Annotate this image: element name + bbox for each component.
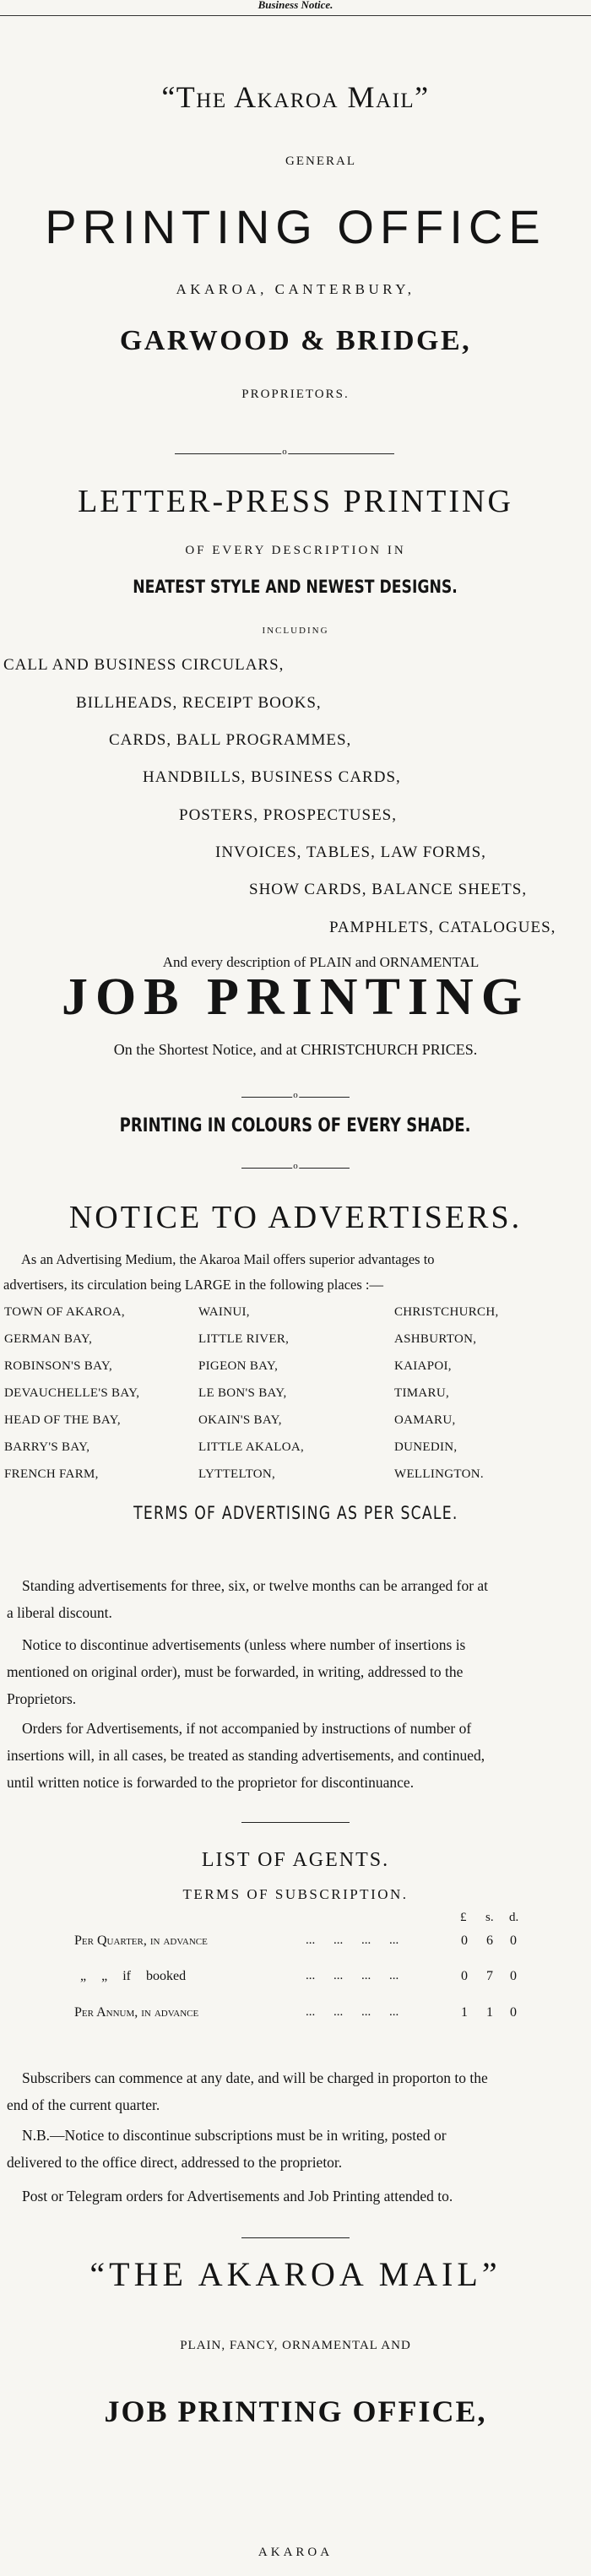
subscription-label: „ „ if booked (80, 1969, 187, 1983)
place: LITTLE AKALOA, (198, 1440, 305, 1454)
agents-para (7, 2064, 584, 2118)
currency-header: £ (460, 1911, 467, 1924)
letterpress-neatest-text: NEATEST STYLE AND NEWEST DESIGNS. (133, 577, 458, 597)
masthead-proprietors: PROPRIETORS. (241, 388, 350, 401)
letterpress-item: CALL AND BUSINESS CIRCULARS, (3, 656, 285, 674)
notice-terms (0, 1503, 591, 1524)
notice-heading: NOTICE TO ADVERTISERS. (68, 1200, 523, 1235)
place: DUNEDIN, (394, 1440, 458, 1454)
para-line: until written notice is forwarded to the proprietor for discontinuance. (7, 1774, 415, 1791)
place: ROBINSON'S BAY, (4, 1359, 113, 1373)
subscription-value: 1 (486, 2005, 493, 2020)
subscription-value: 0 (461, 1933, 468, 1948)
agents-para (7, 2122, 584, 2176)
para-line: delivered to the office direct, addressed to the proprietor. (7, 2154, 343, 2171)
para-line: Subscribers can commence at any date, and will be charged in proporton to the (22, 2069, 488, 2086)
subscription-dots: ... ... ... ... (306, 2005, 399, 2019)
place: ASHBURTON, (394, 1332, 477, 1346)
place: FRENCH FARM, (4, 1467, 99, 1481)
para-line: Proprietors. (7, 1690, 77, 1707)
place: DEVAUCHELLE'S BAY, (4, 1386, 140, 1400)
place: WELLINGTON. (394, 1467, 484, 1481)
para-line: Post or Telegram orders for Advertisements and Job Printing attended to. (22, 2188, 453, 2205)
divider-ornament: o (282, 447, 287, 457)
masthead-paper-title: “The Akaroa Mail” (161, 80, 430, 114)
place: WAINUI, (198, 1305, 250, 1319)
notice-intro-line1: As an Advertising Medium, the Akaroa Mail offers superior advantages to (21, 1251, 435, 1267)
subscription-dots: ... ... ... ... (306, 1969, 399, 1982)
letterpress-job-printing: JOB PRINTING (61, 968, 530, 1026)
place: LITTLE RIVER, (198, 1332, 290, 1346)
subscription-dots: ... ... ... ... (306, 1933, 399, 1947)
notice-para (7, 1572, 584, 1626)
letterpress-item: SHOW CARDS, BALANCE SHEETS, (249, 881, 528, 898)
notice-intro-line2: advertisers, its circulation being LARGE in the following places :— (3, 1277, 383, 1293)
subscription-value: 1 (461, 2005, 468, 2020)
subscription-value: 0 (461, 1969, 468, 1983)
place: LE BON'S BAY, (198, 1386, 287, 1400)
masthead-firm: GARWOOD & BRIDGE, (119, 325, 472, 356)
divider-ornament: o (293, 1090, 298, 1100)
para-line: mentioned on original order), must be forwarded, in writing, addressed to the (7, 1663, 464, 1680)
place: OAMARU, (394, 1413, 456, 1427)
subscription-value: 7 (486, 1969, 493, 1983)
para-line: a liberal discount. (7, 1604, 112, 1621)
agents-heading: LIST OF AGENTS. (201, 1849, 390, 1871)
place: PIGEON BAY, (198, 1359, 279, 1373)
footer-paper-title: “THE AKAROA MAIL” (89, 2255, 502, 2293)
agents-para (7, 2183, 584, 2210)
divider (241, 1161, 350, 1171)
divider (241, 1090, 350, 1100)
place: TIMARU, (394, 1386, 450, 1400)
agents-terms-heading: TERMS OF SUBSCRIPTION. (182, 1886, 409, 1902)
para-line: Notice to discontinue advertisements (unless where number of insertions is (22, 1636, 466, 1653)
letterpress-of-every: OF EVERY DESCRIPTION IN (185, 544, 406, 557)
subscription-label: Per Quarter, in advance (74, 1933, 208, 1948)
masthead-office: PRINTING OFFICE (45, 200, 546, 253)
place: GERMAN BAY, (4, 1332, 93, 1346)
para-line: N.B.—Notice to discontinue subscriptions must be in writing, posted or (22, 2127, 447, 2144)
place: BARRY'S BAY, (4, 1440, 90, 1454)
currency-header: d. (509, 1911, 519, 1924)
footer-akaroa: AKAROA (258, 2546, 333, 2559)
place: HEAD OF THE BAY, (4, 1413, 121, 1427)
subscription-value: 0 (510, 1933, 517, 1948)
divider (175, 447, 394, 457)
masthead-location: AKAROA, CANTERBURY, (176, 281, 415, 297)
place: TOWN OF AKAROA, (4, 1305, 125, 1319)
letterpress-item: POSTERS, PROSPECTUSES, (179, 806, 397, 824)
para-line: insertions will, in all cases, be treated as standing advertisements, and continued, (7, 1747, 485, 1764)
subscription-value: 6 (486, 1933, 493, 1948)
notice-para (7, 1715, 584, 1796)
letterpress-including: INCLUDING (262, 626, 329, 636)
letterpress-item: INVOICES, TABLES, LAW FORMS, (215, 843, 486, 861)
letterpress-and-every: And every description of PLAIN and ORNAMENTAL (162, 954, 480, 970)
masthead-general: GENERAL (285, 155, 356, 168)
letterpress-colours (0, 1114, 591, 1136)
header-strip (0, 0, 591, 16)
notice-para (7, 1631, 584, 1712)
letterpress-heading: LETTER-PRESS PRINTING (78, 484, 513, 519)
subscription-value: 0 (510, 2005, 517, 2020)
footer-job-office: JOB PRINTING OFFICE, (104, 2394, 487, 2428)
header-strip-label: Business Notice. (258, 0, 333, 11)
letterpress-neatest (0, 577, 591, 598)
notice-terms-text: TERMS OF ADVERTISING AS PER SCALE. (133, 1503, 458, 1523)
subscription-label: Per Annum, in advance (74, 2005, 199, 2020)
currency-header: s. (485, 1911, 494, 1924)
divider (241, 1822, 350, 1823)
para-line: end of the current quarter. (7, 2096, 160, 2113)
letterpress-item: PAMPHLETS, CATALOGUES, (329, 919, 556, 936)
para-line: Standing advertisements for three, six, or twelve months can be arranged for at (22, 1577, 489, 1594)
place: KAIAPOI, (394, 1359, 452, 1373)
footer-plain-fancy: PLAIN, FANCY, ORNAMENTAL AND (180, 2339, 411, 2352)
place: CHRISTCHURCH, (394, 1305, 499, 1319)
letterpress-item: CARDS, BALL PROGRAMMES, (109, 731, 352, 749)
letterpress-item: BILLHEADS, RECEIPT BOOKS, (76, 694, 322, 712)
letterpress-item: HANDBILLS, BUSINESS CARDS, (143, 768, 401, 786)
place: OKAIN'S BAY, (198, 1413, 282, 1427)
subscription-value: 0 (510, 1969, 517, 1983)
letterpress-shortest-notice: On the Shortest Notice, and at CHRISTCHURCH PRICES. (113, 1041, 478, 1058)
para-line: Orders for Advertisements, if not accompanied by instructions of number of (22, 1720, 472, 1737)
divider (241, 2237, 350, 2238)
divider-ornament: o (293, 1161, 298, 1171)
place: LYTTELTON, (198, 1467, 276, 1481)
letterpress-colours-text: PRINTING IN COLOURS OF EVERY SHADE. (120, 1115, 471, 1136)
